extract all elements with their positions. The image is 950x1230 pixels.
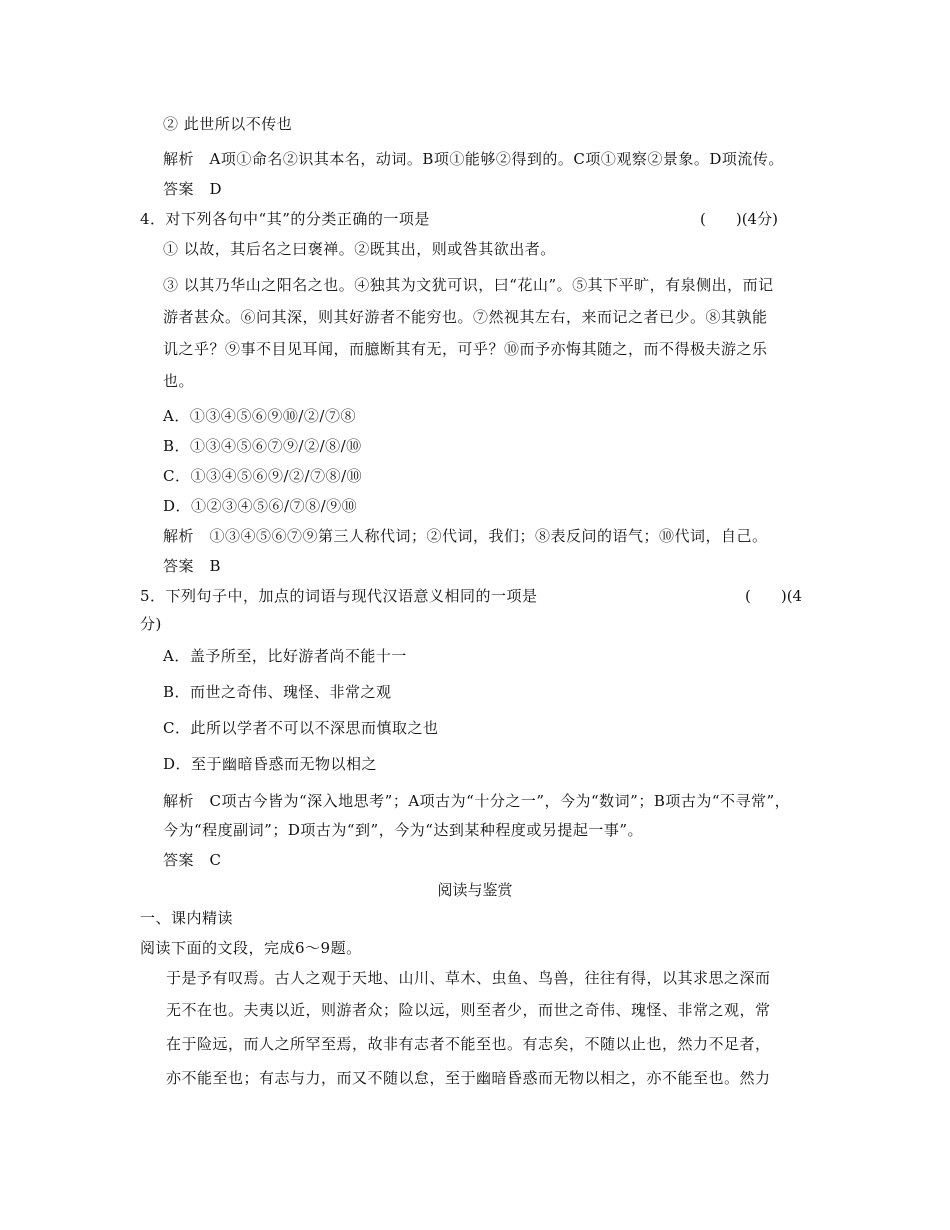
text-line: 游者甚众。⑥问其深，则其好游者不能穷也。⑦然视其左右，来而记之者已少。⑧其孰能 [163, 308, 768, 326]
analysis-line: 今为“程度副词”；D项古为“到”，今为“达到某种程度或另提起一事”。 [163, 821, 644, 839]
answer-line: 答案 B [163, 557, 222, 575]
question-4-score: ( )(4分) [700, 210, 778, 228]
option-a: A．盖予所至，比好游者尚不能十一 [163, 647, 407, 665]
text-line: 分) [140, 615, 162, 633]
question-5: 5．下列句子中，加点的词语与现代汉语意义相同的一项是 [140, 587, 538, 605]
passage-line: 在于险远，而人之所罕至焉，故非有志者不能至也。有志矣，不随以止也，然力不足者， [166, 1035, 771, 1053]
option-b: B．①③④⑤⑥⑦⑨/②/⑧/⑩ [163, 437, 362, 455]
instruction-line: 阅读下面的文段，完成6～9题。 [140, 939, 362, 957]
option-b: B．而世之奇伟、瑰怪、非常之观 [163, 683, 392, 701]
analysis-line: 解析 A项①命名②识其本名，动词。B项①能够②得到的。C项①观察②景象。D项流传。 [163, 150, 784, 168]
analysis-line: 解析 C项古今皆为“深入地思考”；A项古为“十分之一”，今为“数词”；B项古为“不寻常”， [163, 792, 791, 810]
section-title: 阅读与鉴赏 [437, 881, 513, 899]
question-5-score: ( )(4 [745, 587, 803, 605]
option-c: C．①③④⑤⑥⑨/②/⑦⑧/⑩ [163, 467, 363, 485]
question-4: 4．对下列各句中“其”的分类正确的一项是 [140, 210, 430, 228]
option-d: D．①②③④⑤⑥/⑦⑧/⑨⑩ [163, 497, 358, 515]
text-line: ③ 以其乃华山之阳名之也。④独其为文犹可识，曰“花山”。⑤其下平旷，有泉侧出，而记 [163, 276, 774, 294]
passage-line: 亦不能至也；有志与力，而又不随以怠，至于幽暗昏惑而无物以相之，亦不能至也。然力 [166, 1069, 771, 1087]
answer-line: 答案 D [163, 180, 223, 198]
text-line: 讥之乎？⑨事不目见耳闻，而臆断其有无，可乎？⑩而予亦悔其随之，而不得极夫游之乐 [163, 340, 768, 358]
text-line: ② 此世所以不传也 [163, 115, 293, 133]
option-d: D．至于幽暗昏惑而无物以相之 [163, 755, 378, 773]
passage-line: 于是予有叹焉。古人之观于天地、山川、草木、虫鱼、鸟兽，往往有得，以其求思之深而 [166, 969, 771, 987]
answer-line: 答案 C [163, 851, 222, 869]
text-line: 也。 [163, 372, 195, 390]
analysis-line: 解析 ①③④⑤⑥⑦⑨第三人称代词；②代词，我们；⑧表反问的语气；⑩代词，自己。 [163, 527, 768, 545]
passage-line: 无不在也。夫夷以近，则游者众；险以远，则至者少，而世之奇伟、瑰怪、非常之观，常 [166, 1001, 771, 1019]
subsection-title: 一、课内精读 [140, 909, 234, 927]
option-c: C．此所以学者不可以不深思而慎取之也 [163, 719, 439, 737]
text-line: ① 以故，其后名之曰褒禅。②既其出，则或咎其欲出者。 [163, 240, 556, 258]
option-a: A．①③④⑤⑥⑨⑩/②/⑦⑧ [163, 407, 356, 425]
